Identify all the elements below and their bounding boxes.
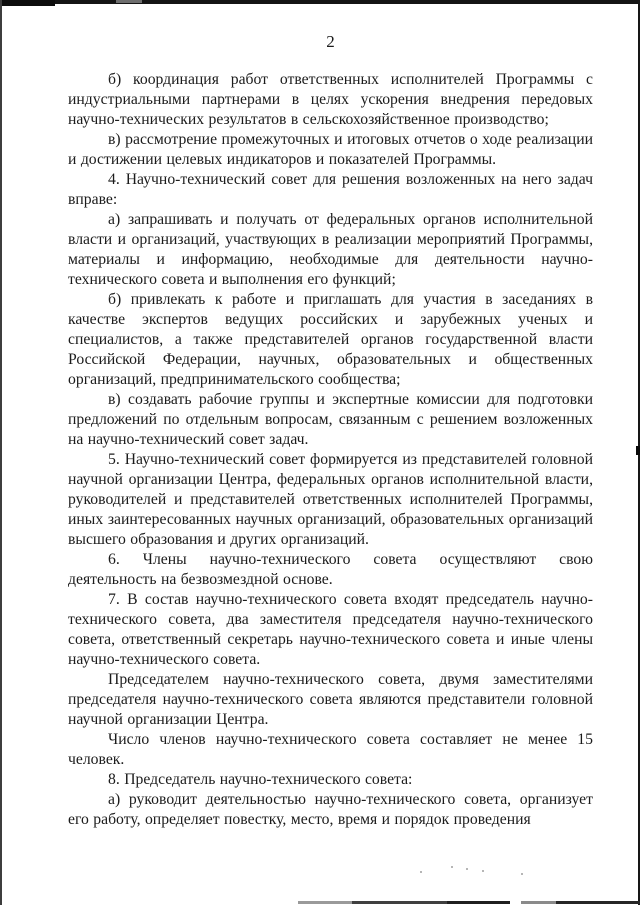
paragraph: 7. В состав научно-технического совета входят председатель научно-технического совета, два заместителя председателя научно-технического совета, ответственный секретарь научно-технического совета и иные члены научно-технического совета. xyxy=(68,591,593,668)
scan-border-left xyxy=(0,0,2,905)
scan-border-top-corner xyxy=(0,0,55,6)
document-text-block xyxy=(68,30,593,830)
scan-speck xyxy=(521,873,523,875)
paragraph: 5. Научно-технический совет формируется из представителей головной научной организации Центра, федеральных органов исполнительной власти, руководителей и представителей ответственных исполнителей Программы, иных заинтересованных научных организаций, образовательных организаций высшего образования и других организаций. xyxy=(68,451,593,548)
scan-artifact-blob xyxy=(636,446,640,455)
scan-speck xyxy=(482,870,484,872)
paragraph: 4. Научно-технический совет для решения возложенных на него задач вправе: xyxy=(68,171,593,208)
scan-border-bottom xyxy=(0,901,640,905)
paragraph: а) запрашивать и получать от федеральных органов исполнительной власти и организаций, участвующих в реализации мероприятий Программы, материалы и информацию, необходимые для деятельности научно-технического совета и выполнения его функций; xyxy=(68,211,593,288)
paragraph: в) рассмотрение промежуточных и итоговых отчетов о ходе реализации и достижении целевых индикаторов и показателей Программы. xyxy=(68,131,593,168)
scan-border-bottom-segment xyxy=(298,901,352,904)
paragraph: а) руководит деятельностью научно-технического совета, организует его работу, определяет повестку, место, время и порядок проведения xyxy=(68,791,593,828)
scan-speck xyxy=(466,868,468,870)
paragraph: б) координация работ ответственных исполнителей Программы с индустриальными партнерами в целях ускорения внедрения передовых научно-технических результатов в сельскохозяйственное производство; xyxy=(68,71,593,128)
paragraph: б) привлекать к работе и приглашать для участия в заседаниях в качестве экспертов ведущих российских и зарубежных ученых и специалистов, а также представителей органов государственной власти Российской Федерации, научных, образовательных и общественных организаций, предпринимательского сообщества; xyxy=(68,291,593,388)
paragraph: 6. Члены научно-технического совета осуществляют свою деятельность на безвозмездной основе. xyxy=(68,551,593,588)
paragraph: в) создавать рабочие группы и экспертные комиссии для подготовки предложений по отдельным вопросам, связанным с решением возложенных на научно-технический совет задач. xyxy=(68,391,593,448)
paragraph: 8. Председатель научно-технического совета: xyxy=(108,771,413,788)
scan-border-bottom-segment xyxy=(447,901,510,904)
scan-border-bottom-segment xyxy=(556,901,640,904)
scan-border-bottom-segment xyxy=(521,901,556,904)
paragraph: Председателем научно-технического совета, двумя заместителями председателя научно-технического совета являются представители головной научной организации Центра. xyxy=(68,671,593,728)
scan-border-bottom-segment xyxy=(352,901,447,904)
scan-speck xyxy=(420,871,422,873)
scan-border-top xyxy=(0,0,640,4)
paragraph: Число членов научно-технического совета составляет не менее 15 человек. xyxy=(68,731,593,768)
scan-border-top-gap xyxy=(116,0,142,3)
document-body xyxy=(68,70,593,830)
page-number: 2 xyxy=(326,32,335,51)
scan-speck xyxy=(451,866,453,868)
